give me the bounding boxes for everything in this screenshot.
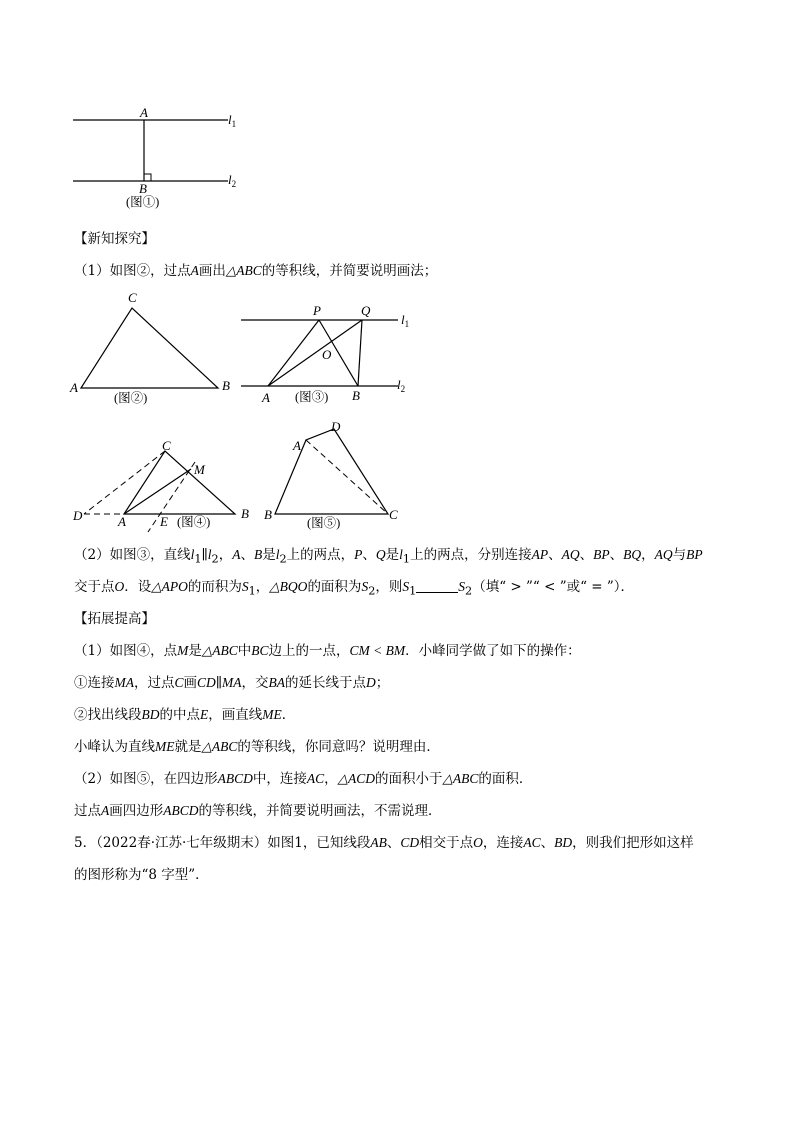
fig2-label-b: B — [222, 378, 230, 393]
fig4-caption: (图④) — [177, 515, 211, 529]
fig5-label-d: D — [331, 419, 341, 434]
problem-5-line-2: 的图形称为“8 字型”． — [74, 867, 209, 883]
triangle-abc — [81, 308, 218, 388]
extension-1-step-1: ①连接MA，过点C画CD∥MA，交BA的延长线于点D； — [74, 675, 390, 691]
segment-ma — [124, 469, 191, 514]
figure-2 — [60, 285, 250, 410]
dashed-ac — [306, 440, 388, 514]
fig5-caption: (图⑤) — [307, 516, 341, 530]
answer-blank[interactable] — [416, 579, 458, 593]
fig2-label-c: C — [128, 290, 137, 305]
fig1-label-b: B — [139, 181, 147, 196]
fig5-label-b: B — [264, 507, 272, 522]
fig4-label-m: M — [194, 462, 205, 477]
fig2-label-a: A — [70, 380, 78, 395]
dashed-cd — [84, 451, 165, 514]
extension-2: （2）如图⑤，在四边形ABCD中，连接AC，△ACD的面积小于△ABC的面积． — [74, 771, 533, 787]
problem-5-line-1: 5．（2022春·江苏·七年级期末）如图1，已知线段AB、CD相交于点O，连接AC、BD，则我们把形如这样 — [74, 835, 694, 851]
extension-heading: 【拓展提高】 — [74, 611, 155, 627]
question-2-line-1: （2）如图③，直线$l_1\parallel l_2$，A、B是$l_2$上的两点，P、Q是$l_1$上的两点，分别连接AP、AQ、BP、BQ，AQ与BP — [74, 547, 703, 566]
fig3-label-b: B — [352, 388, 360, 403]
extension-2-question: 过点A画四边形ABCD的等积线，并简要说明画法，不需说理． — [74, 803, 442, 819]
segment-ap — [268, 320, 319, 386]
fig4-label-a: A — [118, 514, 126, 529]
quadrilateral-abcd — [275, 429, 388, 514]
fig3-label-a: A — [262, 390, 270, 405]
fig1-label-a: A — [140, 105, 148, 120]
extension-1: （1）如图④，点M是△ABC中BC边上的一点，CM < BM．小峰同学做了如下的操作： — [74, 643, 581, 659]
fig1-label-l1: $l_1$ — [228, 112, 237, 129]
extension-1-question: 小峰认为直线ME就是△ABC的等积线，你同意吗？说明理由． — [74, 739, 440, 755]
fig1-caption: (图①) — [126, 195, 160, 209]
segment-aq — [268, 320, 362, 386]
fig3-label-p: P — [313, 303, 321, 318]
fig3-label-l1: $l_1$ — [401, 312, 410, 329]
fig3-label-q: Q — [361, 303, 371, 318]
fig4-label-e: E — [160, 514, 168, 529]
question-2-line-2: 交于点O．设△APO的而积为$S_1$，△BQO的面积为$S_2$，则$S_1$ $S_2$（填“ > ”“ < ”或“ = ”）． — [74, 579, 635, 598]
figure-5 — [260, 415, 410, 535]
fig3-label-l2: $l_2$ — [397, 377, 406, 394]
new-knowledge-heading: 【新知探究】 — [74, 231, 155, 247]
fig4-label-d: D — [73, 508, 83, 523]
fig3-caption: (图③) — [295, 390, 329, 404]
fig2-caption: (图②) — [114, 391, 148, 405]
question-1: （1）如图②，过点A画出△ABC的等积线，并简要说明画法； — [74, 263, 438, 279]
fig1-label-l2: $l_2$ — [228, 172, 237, 189]
figure-4 — [60, 440, 270, 540]
fig3-label-o: O — [322, 347, 332, 362]
extension-1-step-2: ②找出线段BD的中点E，画直线ME． — [74, 707, 296, 723]
right-angle-mark — [144, 174, 151, 181]
figure-3 — [235, 300, 435, 410]
fig4-label-b: B — [241, 506, 249, 521]
figure-1 — [60, 100, 260, 215]
fig5-label-a: A — [293, 438, 301, 453]
fig4-label-c: C — [162, 438, 171, 453]
fig5-label-c: C — [389, 507, 398, 522]
segment-bq — [358, 320, 362, 386]
triangle-abc — [124, 451, 235, 514]
